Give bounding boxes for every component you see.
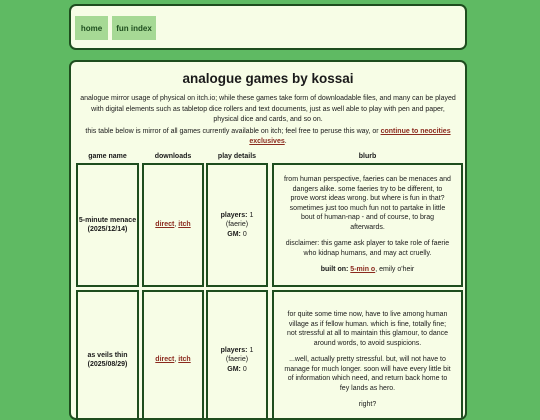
row1-name: 5-minute menace [78, 216, 137, 224]
row1-built-rest: , emily o'heir [375, 266, 415, 274]
intro-text: analogue mirror usage of physical on itch.io; while these games take form of downloadable files, and many can be played with digital elements such as tabletop dice rollers and text documents, just as well able to play with pen and paper, physical dice and cards, and so on. [80, 95, 456, 123]
main-panel [69, 60, 467, 420]
header-game-name: game name [88, 153, 127, 160]
row1-direct-link[interactable]: direct [155, 221, 175, 229]
row1-game-name [76, 163, 139, 287]
row1-date: (2025/12/14) [87, 226, 128, 233]
row1-blurb-p2: disclaimer: this game ask player to take role of faerie who kidnap humans, and may act cruelly. [285, 240, 450, 257]
row1-players-label: players: [220, 211, 248, 219]
nav-home-button[interactable]: home [75, 16, 108, 40]
row1-built-on [321, 265, 415, 275]
intro2-text: this table below is mirror of all games currently available on itch; feel free to peruse this way, or [85, 128, 379, 135]
row1-built-label: built on: [320, 266, 349, 274]
header-blurb: blurb [358, 153, 377, 160]
neocities-exclusives-link[interactable]: continue to neocities exclusives [249, 128, 451, 145]
row1-built-link[interactable]: 5-min o [350, 266, 376, 274]
row2-play-details [206, 290, 268, 420]
row2-downloads [142, 290, 204, 420]
row1-downloads [142, 163, 204, 287]
row2-itch-link[interactable]: itch [178, 356, 191, 364]
row1-dl-sep: , [174, 221, 179, 229]
intro-text-2 [79, 127, 457, 147]
row2-direct-link[interactable]: direct [155, 356, 175, 364]
row1-itch-link[interactable]: itch [178, 221, 191, 229]
row2-game-name [76, 290, 139, 420]
row2-blurb-p3: right? [358, 401, 377, 409]
intro2-end: . [284, 138, 287, 145]
row2-blurb-p1: for quite some time now, have to live among human village as if fellow human. which is fine, totally fine; not stressful at all to maintain this glamour, to dance around words, to avoid suspicions. [286, 311, 449, 347]
row1-players-value: 1 [249, 211, 254, 219]
row2-blurb-p2: ...well, actually pretty stressful. but, will not have to manage for much longer. soon will have every little bit of information which need, and return back home to fey lands as hero. [284, 356, 451, 392]
row2-gm-label: GM: [227, 365, 241, 373]
row2-date: (2025/08/29) [87, 361, 128, 368]
row2-players-note: (faerie) [225, 356, 249, 364]
nav-bar [69, 4, 467, 50]
row1-gm-value: 0 [242, 230, 247, 238]
header-play-details: play details [217, 153, 257, 160]
row1-play-details [206, 163, 268, 287]
row2-players-label: players: [220, 346, 248, 354]
row1-players-note: (faerie) [225, 221, 249, 229]
row2-players-value: 1 [249, 346, 254, 354]
nav-fun-index-button[interactable]: fun index [112, 16, 156, 40]
row2-gm-value: 0 [242, 365, 247, 373]
row1-blurb-p1: from human perspective, faeries can be menaces and dangers alike. some faeries try to be different, to prove worst ideas wrong. but where is fun in that? sometimes just too much fun not to partake in little bout of human-nap - and of course, to brag afterwards. [284, 176, 451, 231]
row1-blurb [272, 163, 463, 287]
header-downloads: downloads [154, 153, 192, 160]
row2-name: as veils thin [87, 351, 128, 359]
row2-dl-sep: , [174, 356, 179, 364]
row2-blurb [272, 290, 463, 420]
row1-gm-label: GM: [227, 230, 241, 238]
page-title: analogue games by kossai [182, 71, 354, 86]
